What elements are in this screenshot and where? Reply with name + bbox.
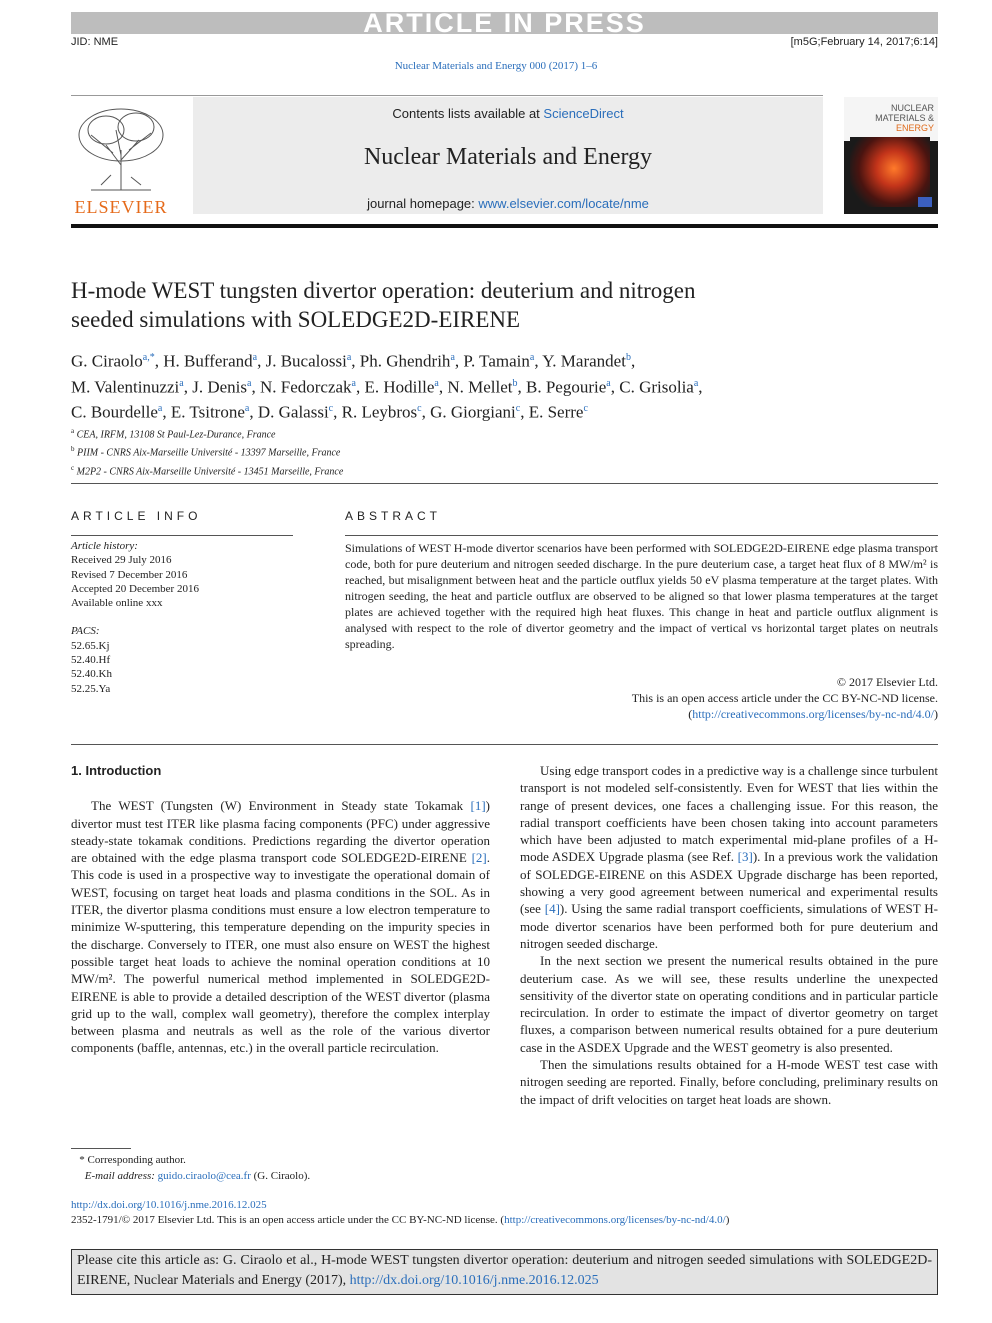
author-name[interactable]: B. Pegourie	[526, 377, 607, 397]
cover-title	[848, 103, 934, 133]
author-name[interactable]: H. Bufferand	[163, 351, 253, 371]
version-stamp: [m5G;February 14, 2017;6:14]	[790, 36, 938, 48]
history-label: Article history:	[71, 540, 138, 552]
received-date: Received 29 July 2016	[71, 554, 172, 567]
article-info	[71, 539, 293, 696]
author-line: M. Valentinuzzi$^a$, J. Denis$^a$, N. Fedorczak$^a$, E. Hodille$^a$, N. Mellet$^b$, B. Pegourie$^a$, C. Grisolia$^a$,	[71, 377, 703, 397]
body-column-right	[520, 762, 938, 1108]
citation-link[interactable]: [2]	[471, 850, 487, 866]
license-url-line: (http://creativecommons.org/licenses/by-nc-nd/4.0/)	[688, 707, 938, 721]
journal-reference	[0, 60, 992, 72]
author-list	[71, 347, 931, 424]
article-info-heading: ARTICLE INFO	[71, 509, 202, 523]
author-affiliation-mark[interactable]: a	[157, 403, 163, 415]
cover-line-3: ENERGY	[895, 123, 934, 133]
pacs-label: PACS:	[71, 625, 100, 638]
author-line: G. Ciraolo$^{a,*}$, H. Bufferand$^a$, J. Bucalossi$^a$, Ph. Ghendrih$^a$, P. Tamain$^a$, Y. Marandet$^b$,	[71, 351, 636, 371]
author-affiliation-mark[interactable]: b	[625, 352, 631, 363]
divider	[71, 744, 938, 745]
journal-cover	[844, 97, 938, 214]
citation-link[interactable]: [4]	[544, 901, 560, 917]
title-line-2: seeded simulations with SOLEDGE2D-EIRENE	[71, 307, 521, 332]
cover-line-2: MATERIALS &	[875, 113, 934, 123]
paragraph: Then the simulations results obtained for a H-mode WEST test case with nitrogen seeding are reported. Finally, before concluding, preliminary results on the impact of drift velocities on target heat loads are shown.	[520, 1057, 938, 1107]
cite-doi-link[interactable]: http://dx.doi.org/10.1016/j.nme.2016.12.025	[349, 1273, 599, 1288]
author-name[interactable]: G. Ciraolo	[71, 351, 143, 371]
author-name[interactable]: D. Galassi	[257, 402, 329, 422]
author-name[interactable]: C. Grisolia	[619, 377, 694, 397]
journal-name: Nuclear Materials and Energy	[363, 144, 653, 170]
pacs-code: 52.65.Kj	[71, 639, 110, 652]
license-link[interactable]: http://creativecommons.org/licenses/by-nc-nd/4.0/	[692, 707, 934, 721]
paragraph: In the next section we present the numerical results obtained in the pure deuterium case. As we will see, these results underline the unexpected sensitivity of the divertor state on operating conditions and in particular particle recirculation. In order to estimate the impact of divertor geometry on target fluxes, a comparison between numerical results obtained for a pure deuterium case in the ASDEX Upgrade and the WEST geometry is also presented.	[520, 953, 938, 1055]
doi-block	[71, 1198, 941, 1228]
author-name[interactable]: R. Leybros	[341, 402, 418, 422]
affiliation-b: $^b$ PIIM - CNRS Aix-Marseille Université - 13397 Marseille, France	[71, 445, 341, 459]
author-affiliation-mark[interactable]: a	[450, 352, 455, 363]
abstract-heading: ABSTRACT	[345, 509, 442, 523]
author-affiliation-mark[interactable]: a	[346, 352, 352, 363]
pacs-code: 52.40.Hf	[71, 654, 111, 667]
homepage-line	[193, 196, 823, 211]
author-affiliation-mark[interactable]: c	[515, 403, 521, 415]
affiliation-a: $^a$ CEA, IRFM, 13108 St Paul-Lez-Durance, France	[71, 427, 276, 441]
author-name[interactable]: N. Fedorczak	[259, 377, 352, 397]
citation-link[interactable]: [1]	[470, 798, 486, 814]
divider	[71, 535, 293, 536]
article-in-press-label: ARTICLE IN PRESS	[363, 8, 646, 38]
cite-box-text: Please cite this article as: G. Ciraolo et al., H-mode WEST tungsten divertor operation: deuterium and nitrogen seeded simulations with SOLEDGE2D-EIRENE, Nuclear Materials and Energy (2017), http://dx.doi.org/10.1016/j.nme.2016.12.025	[77, 1253, 932, 1288]
author-affiliation-mark[interactable]: a	[434, 377, 439, 389]
footnote	[71, 1152, 491, 1184]
author-affiliation-mark[interactable]: a	[529, 352, 535, 363]
author-affiliation-mark[interactable]: a	[252, 352, 258, 363]
author-affiliation-mark[interactable]: c	[328, 403, 334, 415]
author-name[interactable]: Ph. Ghendrih	[359, 351, 451, 371]
author-line: C. Bourdelle$^a$, E. Tsitrone$^a$, D. Galassi$^c$, R. Leybros$^c$, G. Giorgiani$^c$, E. Serre$^c$	[71, 402, 588, 422]
online-date: Available online xxx	[71, 597, 163, 610]
author-affiliation-mark[interactable]: c	[583, 403, 588, 415]
contents-line	[193, 106, 823, 121]
author-name[interactable]: M. Valentinuzzi	[71, 377, 180, 397]
citation-link[interactable]: [3]	[737, 849, 753, 865]
homepage-link[interactable]: www.elsevier.com/locate/nme	[478, 196, 649, 211]
email-link[interactable]: guido.ciraolo@cea.fr	[157, 1170, 251, 1182]
paragraph: The WEST (Tungsten (W) Environment in Steady state Tokamak [1]) divertor must test ITER like plasma facing components (PFC) under aggressive steady-state tokamak conditions. Predictions regarding the divertor operation are obtained with the edge plasma transport code SOLEDGE2D-EIRENE [2]. This code is used in a prospective way to investigate the operational domain of WEST, focusing on target heat loads and plasma conditions in the SOL. As in ITER, the divertor plasma conditions must ensure a low electron temperature to minimize W-sputtering, this temperature depending on the impurity species in the discharge. Conversely to ITER, one must also ensure on WEST the highest possible target heat loads to achieve the nominal operation conditions at 10 MW/m². The powerful numerical method implemented in SOLEDGE2D-EIRENE is able to provide a detailed description of the WEST divertor (plasma grid up to the wall, complex wall geometry), therefore the complex interplay between plasma and neutrals as well as the role of the various divertor components (baffle, antennas, etc.) in the overall particle recirculation.	[71, 798, 490, 1056]
pacs-code: 52.40.Kh	[71, 668, 112, 681]
divider	[345, 535, 938, 536]
author-affiliation-mark[interactable]: a,*	[142, 352, 155, 363]
author-affiliation-mark[interactable]: a	[606, 377, 611, 389]
sciencedirect-link[interactable]: ScienceDirect	[543, 106, 624, 121]
author-name[interactable]: E. Tsitrone	[170, 402, 245, 422]
author-name[interactable]: N. Mellet	[447, 377, 513, 397]
homepage-prefix: journal homepage:	[367, 196, 479, 211]
issn-line: 2352-1791/© 2017 Elsevier Ltd. This is an open access article under the CC BY-NC-ND license. (http://creativecommons.org/licenses/by-nc-nd/4.0/)	[71, 1214, 730, 1226]
header-thick-rule	[71, 224, 938, 228]
section-heading: 1. Introduction	[71, 763, 162, 778]
revised-date: Revised 7 December 2016	[71, 568, 188, 581]
author-affiliation-mark[interactable]: a	[247, 377, 252, 389]
header-rule	[71, 95, 823, 96]
pacs-code: 52.25.Ya	[71, 682, 111, 695]
author-name[interactable]: E. Serre	[528, 402, 584, 422]
elsevier-wordmark: ELSEVIER	[74, 197, 168, 217]
author-name[interactable]: G. Giorgiani	[430, 402, 516, 422]
license-text: This is an open access article under the CC BY-NC-ND license.	[631, 691, 938, 705]
author-name[interactable]: P. Tamain	[463, 351, 530, 371]
doi-link[interactable]: http://dx.doi.org/10.1016/j.nme.2016.12.025	[71, 1199, 267, 1211]
affiliations	[71, 424, 931, 479]
body-column-left	[71, 762, 490, 1057]
author-name[interactable]: J. Denis	[192, 377, 248, 397]
contents-prefix: Contents lists available at	[392, 106, 544, 121]
author-affiliation-mark[interactable]: c	[417, 403, 422, 415]
accepted-date: Accepted 20 December 2016	[71, 582, 199, 595]
tree-icon	[71, 105, 171, 195]
author-name[interactable]: J. Bucalossi	[265, 351, 347, 371]
affiliation-c: $^c$ M2P2 - CNRS Aix-Marseille Université - 13451 Marseille, France	[71, 463, 344, 477]
title-line-1: H-mode WEST tungsten divertor operation: deuterium and nitrogen	[71, 278, 696, 303]
author-name[interactable]: E. Hodille	[364, 377, 435, 397]
abstract-text: Simulations of WEST H-mode divertor scenarios have been performed with SOLEDGE2D-EIRENE edge plasma transport code, both for pure deuterium and nitrogen seeded discharge. In the pure deuterium case, a target heat flux of 8 MW/m² is reached, but misalignment between heat and the particle outflux yields 50 eV plasma temperature at the target plates. With nitrogen seeding, the heat and particle outflux are observed to be aligned so that lower plasma temperatures at the target plates are achieved together with the required high heat fluxes. This change in heat and particle outflux alignment is analysed with respect to the role of divertor geometry and the impact of vertical vs horizontal target plates on neutrals spreading.	[345, 541, 938, 651]
author-affiliation-mark[interactable]: a	[351, 377, 356, 389]
copyright: © 2017 Elsevier Ltd.	[836, 675, 938, 689]
journal-reference-link[interactable]: Nuclear Materials and Energy 000 (2017) 1–6	[394, 60, 598, 72]
author-affiliation-mark[interactable]: a	[693, 377, 699, 389]
cover-badge-icon	[918, 197, 932, 207]
abstract-license	[345, 674, 938, 722]
journal-id: JID: NME	[71, 36, 119, 48]
article-title	[71, 276, 931, 334]
author-name[interactable]: C. Bourdelle	[71, 402, 158, 422]
divider	[71, 483, 938, 484]
cover-line-1: NUCLEAR	[890, 103, 934, 113]
author-name[interactable]: Y. Marandet	[542, 351, 626, 371]
author-affiliation-mark[interactable]: a	[179, 377, 184, 389]
corresponding-author: * Corresponding author.	[79, 1154, 186, 1166]
author-affiliation-mark[interactable]: a	[244, 403, 250, 415]
email-line: E-mail address: guido.ciraolo@cea.fr (G. Ciraolo).	[84, 1170, 311, 1182]
footnote-rule	[71, 1148, 131, 1149]
license-link[interactable]: http://creativecommons.org/licenses/by-nc-nd/4.0/	[504, 1214, 726, 1226]
paragraph: Using edge transport codes in a predictive way is a challenge since turbulent transport is not modeled self-consistently. Even for WEST that lies within the range of present devices, one faces a challenging issue. For this reason, the radial transport coefficients have been chosen taking into account parameters which have been adjusted to match experimental mid-plane profiles of a H-mode ASDEX Upgrade plasma (see Ref. [3]). In a previous work the validation of SOLEDGE-EIRENE on this ASDEX Upgrade discharge has been reported, showing a very good agreement between numerical and experimental results (see [4]). Using the same radial transport coefficients, simulations of WEST H-mode divertor scenarios have been performed both for pure deuterium and nitrogen seeded discharge.	[520, 763, 938, 951]
author-affiliation-mark[interactable]: b	[512, 377, 518, 389]
